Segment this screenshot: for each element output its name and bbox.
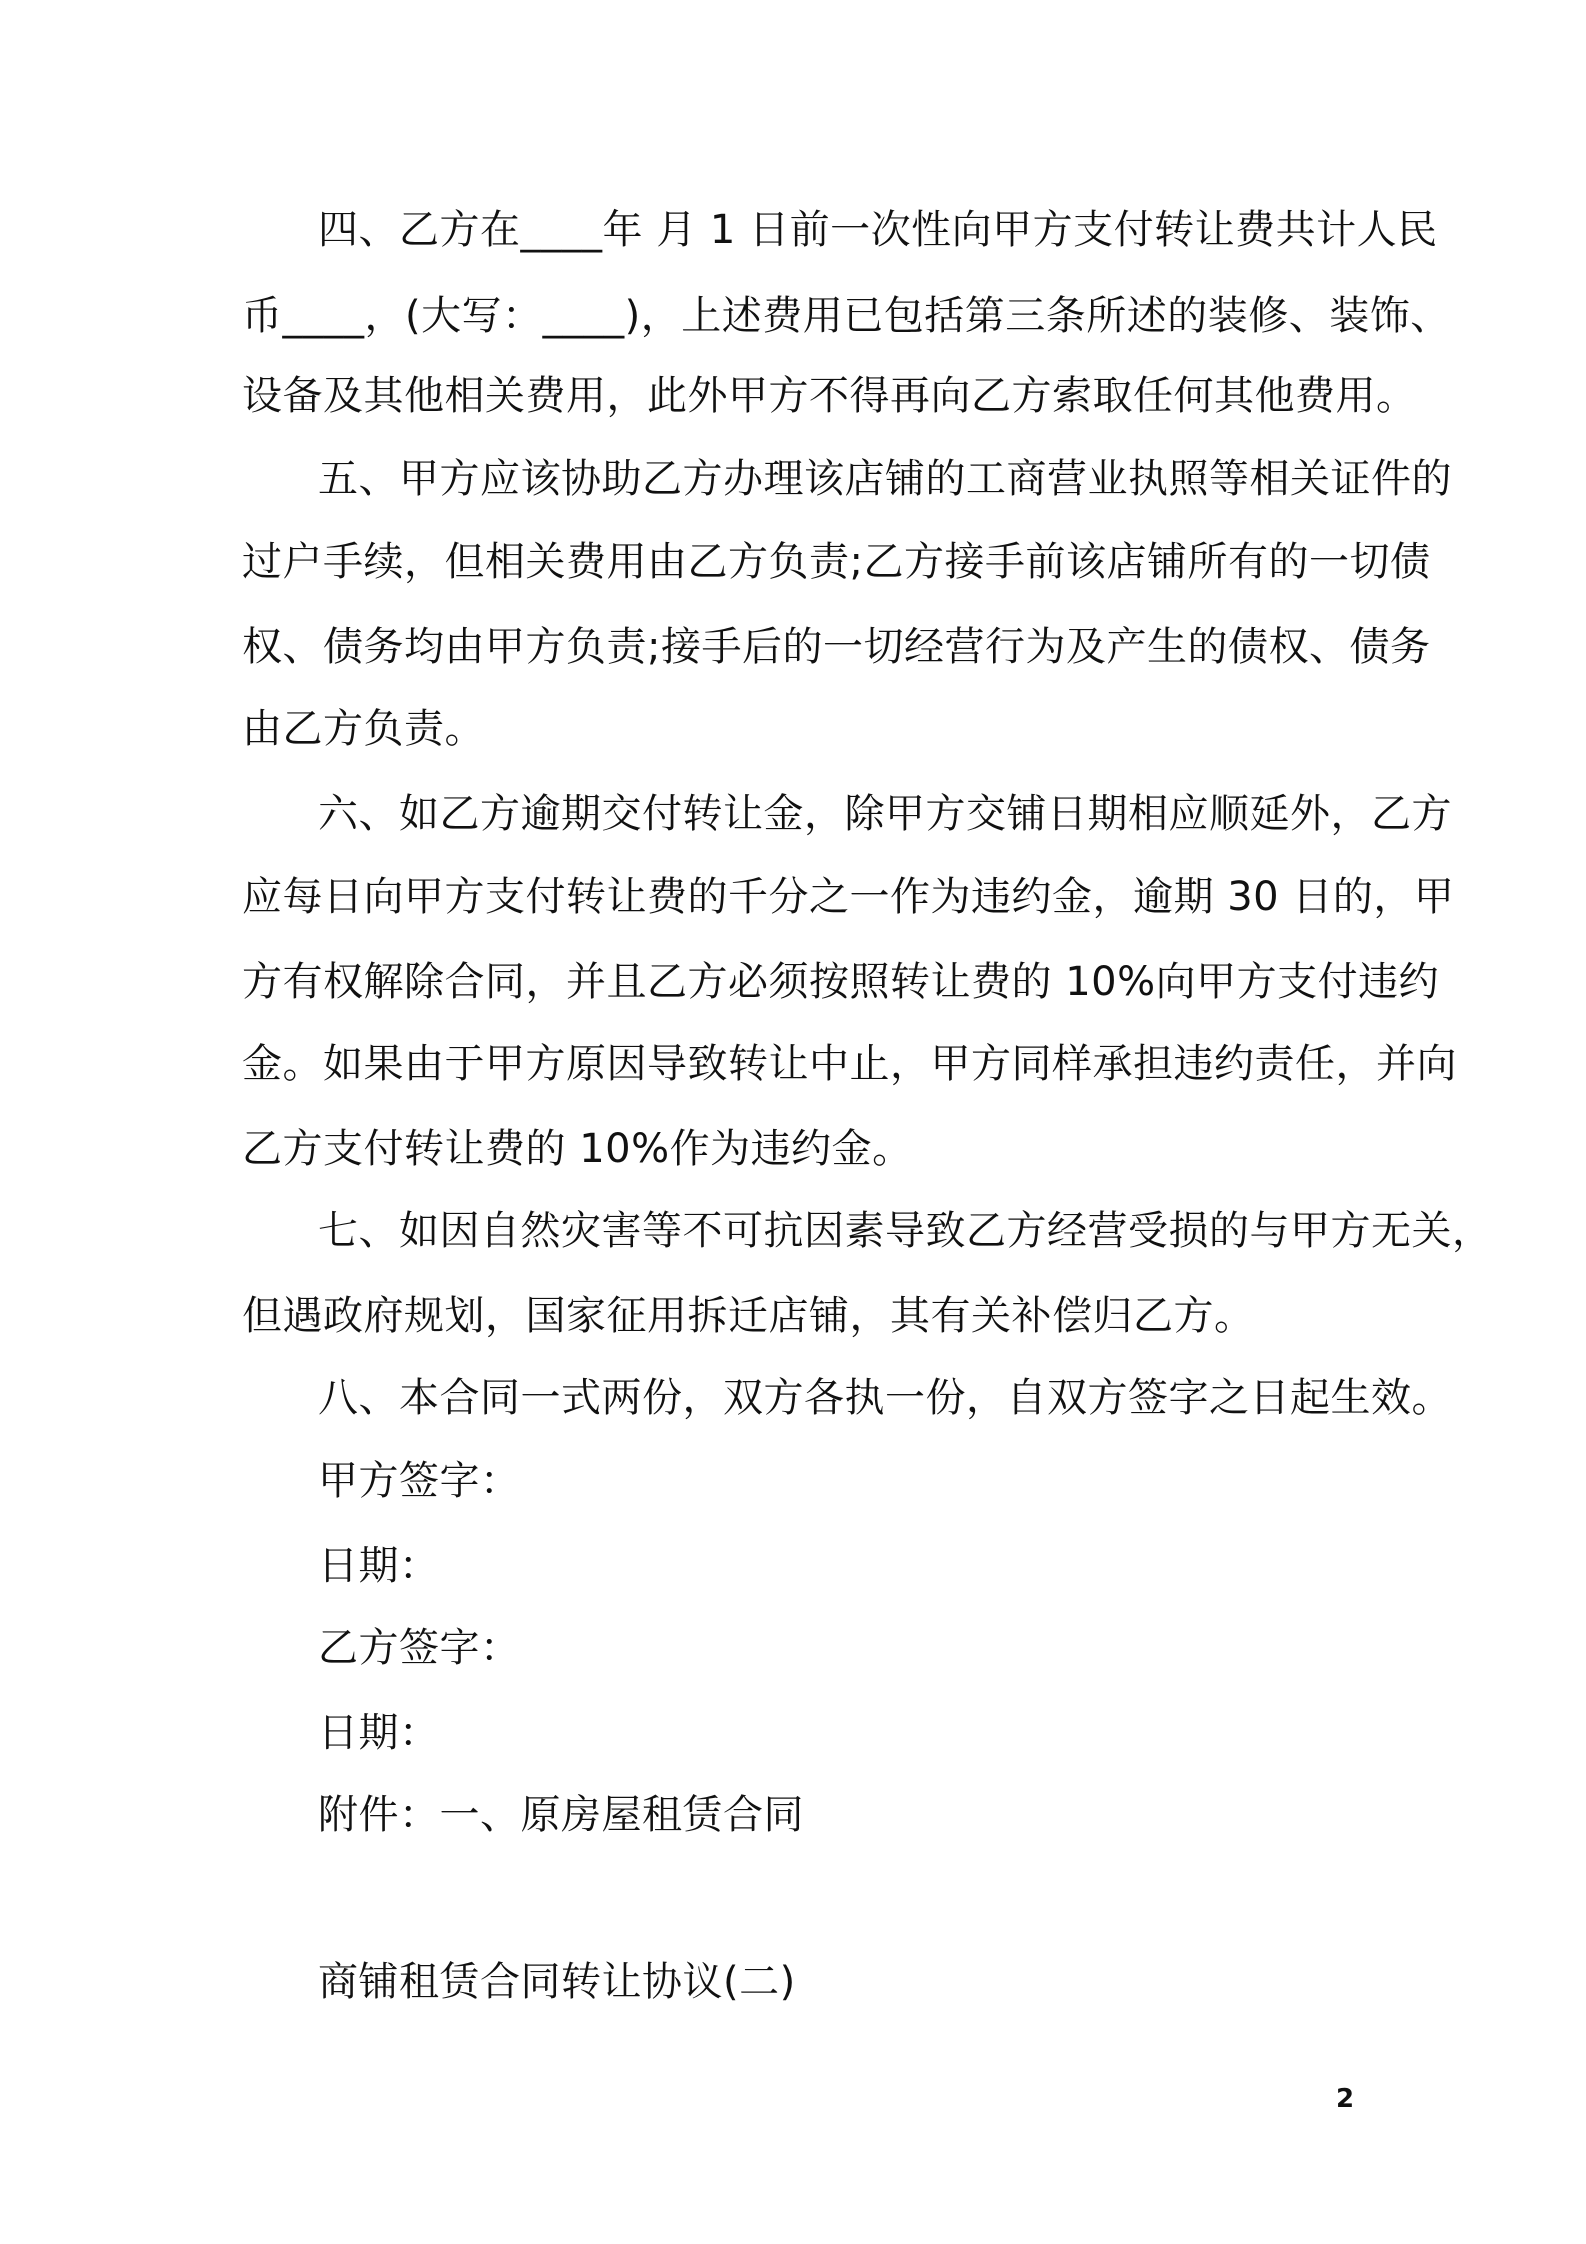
party-a-signature-label: 甲方签字： [318,1458,521,1504]
party-b-signature-label: 乙方签字： [318,1625,521,1671]
clause-5-line-2: 过户手续，但相关费用由乙方负责;乙方接手前该店铺所有的一切债 [242,539,1431,585]
clause-6-line-2: 应每日向甲方支付转让费的千分之一作为违约金，逾期 30 日的，甲 [242,874,1455,920]
clause-4-line-2: 币____，(大写：____)，上述费用已包括第三条所述的装修、装饰、 [242,293,1451,339]
clause-6-line-3: 方有权解除合同，并且乙方必须按照转让费的 10%向甲方支付违约 [242,959,1440,1005]
clause-7-line-1: 七、如因自然灾害等不可抗因素导致乙方经营受损的与甲方无关， [318,1208,1493,1254]
clause-6-line-5: 乙方支付转让费的 10%作为违约金。 [242,1126,913,1172]
clause-6-line-1: 六、如乙方逾期交付转让金，除甲方交铺日期相应顺延外，乙方 [318,791,1452,837]
party-a-date-label: 日期： [318,1543,440,1589]
clause-4-line-3: 设备及其他相关费用，此外甲方不得再向乙方索取任何其他费用。 [242,373,1417,419]
clause-7-line-2: 但遇政府规划，国家征用拆迁店铺，其有关补偿归乙方。 [242,1293,1255,1339]
clause-6-line-4: 金。如果由于甲方原因导致转让中止，甲方同样承担违约责任，并向 [242,1041,1457,1087]
clause-4-line-1: 四、乙方在____年 月 1 日前一次性向甲方支付转让费共计人民 [318,207,1438,253]
next-section-title: 商铺租赁合同转让协议(二) [318,1959,796,2005]
party-b-date-label: 日期： [318,1710,440,1756]
clause-5-line-1: 五、甲方应该协助乙方办理该店铺的工商营业执照等相关证件的 [318,456,1452,502]
attachment-line: 附件：一、原房屋租赁合同 [318,1792,804,1838]
page-number: 2 [1336,2084,1355,2114]
clause-8: 八、本合同一式两份，双方各执一份，自双方签字之日起生效。 [318,1375,1452,1421]
clause-5-line-3: 权、债务均由甲方负责;接手后的一切经营行为及产生的债权、债务 [242,624,1431,670]
clause-5-line-4: 由乙方负责。 [242,706,485,752]
